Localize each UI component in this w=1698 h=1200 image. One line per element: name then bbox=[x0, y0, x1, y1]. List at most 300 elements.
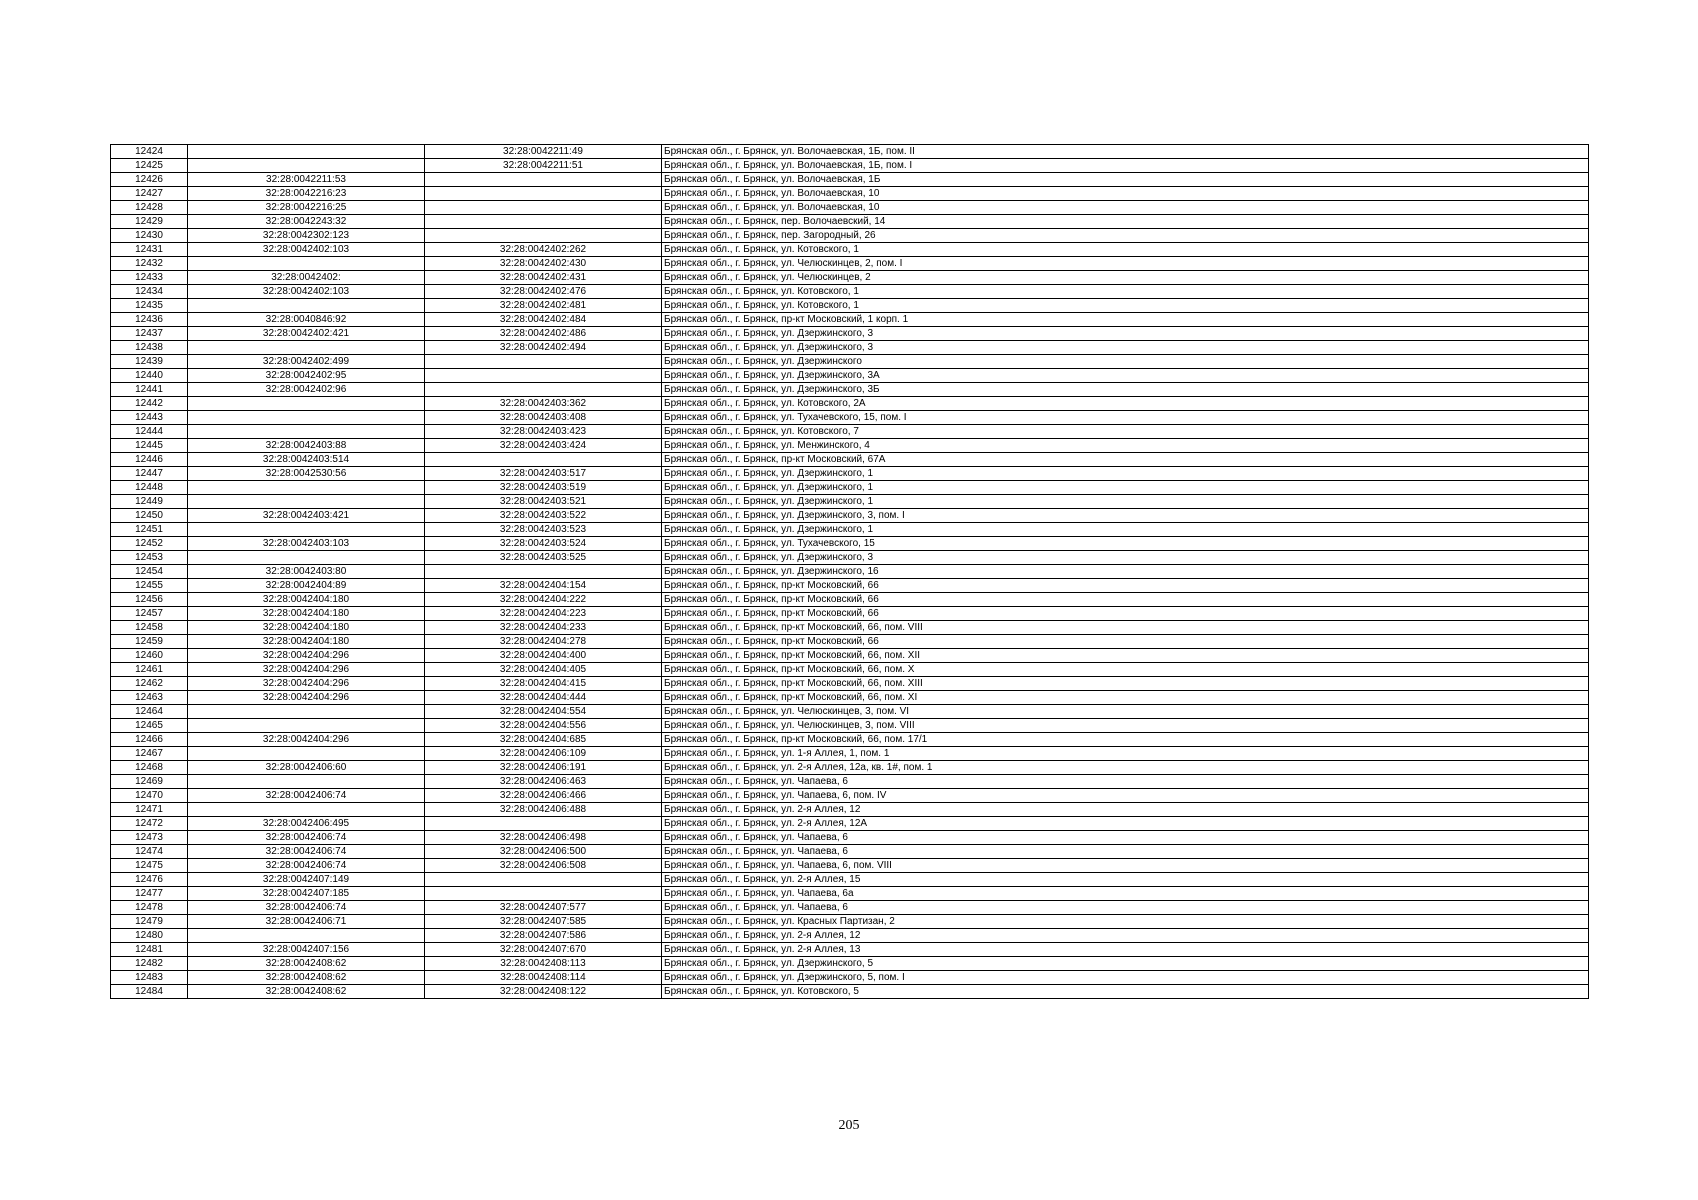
row-number-cell: 12435 bbox=[111, 299, 188, 313]
row-number-cell: 12484 bbox=[111, 985, 188, 999]
object-cadastral-number-cell: 32:28:0042404:444 bbox=[425, 691, 662, 705]
land-cadastral-number-cell bbox=[188, 425, 425, 439]
object-cadastral-number-cell bbox=[425, 187, 662, 201]
object-cadastral-number-cell: 32:28:0042404:685 bbox=[425, 733, 662, 747]
land-cadastral-number-cell: 32:28:0042406:74 bbox=[188, 831, 425, 845]
object-cadastral-number-cell: 32:28:0042403:408 bbox=[425, 411, 662, 425]
address-cell: Брянская обл., г. Брянск, пр-кт Московский, 66 bbox=[662, 635, 1589, 649]
address-cell: Брянская обл., г. Брянск, ул. Дзержинского, 3А bbox=[662, 369, 1589, 383]
table-row bbox=[111, 691, 1589, 705]
address-cell: Брянская обл., г. Брянск, ул. Дзержинского, 1 bbox=[662, 467, 1589, 481]
object-cadastral-number-cell bbox=[425, 369, 662, 383]
object-cadastral-number-cell: 32:28:0042402:476 bbox=[425, 285, 662, 299]
object-cadastral-number-cell: 32:28:0042407:585 bbox=[425, 915, 662, 929]
table-row bbox=[111, 831, 1589, 845]
land-cadastral-number-cell: 32:28:0042404:296 bbox=[188, 733, 425, 747]
registry-table-body bbox=[111, 145, 1589, 999]
row-number-cell: 12482 bbox=[111, 957, 188, 971]
row-number-cell: 12468 bbox=[111, 761, 188, 775]
land-cadastral-number-cell bbox=[188, 257, 425, 271]
row-number-cell: 12466 bbox=[111, 733, 188, 747]
table-row bbox=[111, 579, 1589, 593]
address-cell: Брянская обл., г. Брянск, ул. Дзержинского, 5, пом. I bbox=[662, 971, 1589, 985]
land-cadastral-number-cell: 32:28:0042404:89 bbox=[188, 579, 425, 593]
table-row bbox=[111, 271, 1589, 285]
row-number-cell: 12474 bbox=[111, 845, 188, 859]
row-number-cell: 12440 bbox=[111, 369, 188, 383]
object-cadastral-number-cell: 32:28:0042402:430 bbox=[425, 257, 662, 271]
address-cell: Брянская обл., г. Брянск, пр-кт Московский, 66 bbox=[662, 607, 1589, 621]
address-cell: Брянская обл., г. Брянск, ул. Челюскинцев, 2 bbox=[662, 271, 1589, 285]
object-cadastral-number-cell bbox=[425, 873, 662, 887]
object-cadastral-number-cell: 32:28:0042408:113 bbox=[425, 957, 662, 971]
table-row bbox=[111, 887, 1589, 901]
object-cadastral-number-cell bbox=[425, 453, 662, 467]
row-number-cell: 12450 bbox=[111, 509, 188, 523]
table-row bbox=[111, 607, 1589, 621]
object-cadastral-number-cell: 32:28:0042403:362 bbox=[425, 397, 662, 411]
land-cadastral-number-cell bbox=[188, 145, 425, 159]
row-number-cell: 12433 bbox=[111, 271, 188, 285]
row-number-cell: 12428 bbox=[111, 201, 188, 215]
table-row bbox=[111, 957, 1589, 971]
row-number-cell: 12437 bbox=[111, 327, 188, 341]
table-row bbox=[111, 467, 1589, 481]
table-row bbox=[111, 929, 1589, 943]
table-row bbox=[111, 173, 1589, 187]
land-cadastral-number-cell: 32:28:0042404:296 bbox=[188, 649, 425, 663]
land-cadastral-number-cell: 32:28:0042408:62 bbox=[188, 957, 425, 971]
row-number-cell: 12444 bbox=[111, 425, 188, 439]
row-number-cell: 12472 bbox=[111, 817, 188, 831]
table-row bbox=[111, 159, 1589, 173]
land-cadastral-number-cell bbox=[188, 551, 425, 565]
row-number-cell: 12458 bbox=[111, 621, 188, 635]
object-cadastral-number-cell: 32:28:0042403:522 bbox=[425, 509, 662, 523]
row-number-cell: 12464 bbox=[111, 705, 188, 719]
row-number-cell: 12436 bbox=[111, 313, 188, 327]
object-cadastral-number-cell: 32:28:0042404:154 bbox=[425, 579, 662, 593]
address-cell: Брянская обл., г. Брянск, ул. Котовского, 5 bbox=[662, 985, 1589, 999]
row-number-cell: 12473 bbox=[111, 831, 188, 845]
table-row bbox=[111, 565, 1589, 579]
table-row bbox=[111, 243, 1589, 257]
land-cadastral-number-cell bbox=[188, 397, 425, 411]
object-cadastral-number-cell: 32:28:0042403:523 bbox=[425, 523, 662, 537]
address-cell: Брянская обл., г. Брянск, ул. Волочаевская, 10 bbox=[662, 187, 1589, 201]
address-cell: Брянская обл., г. Брянск, пр-кт Московский, 1 корп. 1 bbox=[662, 313, 1589, 327]
address-cell: Брянская обл., г. Брянск, ул. Дзержинского, 16 bbox=[662, 565, 1589, 579]
land-cadastral-number-cell: 32:28:0042404:296 bbox=[188, 663, 425, 677]
object-cadastral-number-cell: 32:28:0042403:424 bbox=[425, 439, 662, 453]
object-cadastral-number-cell: 32:28:0042406:191 bbox=[425, 761, 662, 775]
object-cadastral-number-cell: 32:28:0042211:49 bbox=[425, 145, 662, 159]
row-number-cell: 12461 bbox=[111, 663, 188, 677]
land-cadastral-number-cell bbox=[188, 411, 425, 425]
row-number-cell: 12478 bbox=[111, 901, 188, 915]
object-cadastral-number-cell: 32:28:0042402:431 bbox=[425, 271, 662, 285]
land-cadastral-number-cell: 32:28:0042407:149 bbox=[188, 873, 425, 887]
object-cadastral-number-cell: 32:28:0042404:278 bbox=[425, 635, 662, 649]
land-cadastral-number-cell bbox=[188, 775, 425, 789]
row-number-cell: 12451 bbox=[111, 523, 188, 537]
address-cell: Брянская обл., г. Брянск, ул. Котовского, 1 bbox=[662, 285, 1589, 299]
land-cadastral-number-cell: 32:28:0042402:421 bbox=[188, 327, 425, 341]
table-row bbox=[111, 411, 1589, 425]
table-row bbox=[111, 383, 1589, 397]
row-number-cell: 12467 bbox=[111, 747, 188, 761]
row-number-cell: 12462 bbox=[111, 677, 188, 691]
land-cadastral-number-cell bbox=[188, 747, 425, 761]
row-number-cell: 12477 bbox=[111, 887, 188, 901]
land-cadastral-number-cell: 32:28:0042402:103 bbox=[188, 285, 425, 299]
object-cadastral-number-cell: 32:28:0042404:222 bbox=[425, 593, 662, 607]
land-cadastral-number-cell bbox=[188, 523, 425, 537]
table-row bbox=[111, 719, 1589, 733]
object-cadastral-number-cell bbox=[425, 383, 662, 397]
address-cell: Брянская обл., г. Брянск, ул. Менжинского, 4 bbox=[662, 439, 1589, 453]
row-number-cell: 12465 bbox=[111, 719, 188, 733]
row-number-cell: 12452 bbox=[111, 537, 188, 551]
table-row bbox=[111, 943, 1589, 957]
land-cadastral-number-cell: 32:28:0042404:180 bbox=[188, 593, 425, 607]
object-cadastral-number-cell: 32:28:0042406:109 bbox=[425, 747, 662, 761]
address-cell: Брянская обл., г. Брянск, ул. Котовского, 2А bbox=[662, 397, 1589, 411]
address-cell: Брянская обл., г. Брянск, пер. Загородный, 26 bbox=[662, 229, 1589, 243]
object-cadastral-number-cell: 32:28:0042403:517 bbox=[425, 467, 662, 481]
address-cell: Брянская обл., г. Брянск, пр-кт Московский, 66, пом. 17/1 bbox=[662, 733, 1589, 747]
land-cadastral-number-cell: 32:28:0042404:296 bbox=[188, 677, 425, 691]
land-cadastral-number-cell bbox=[188, 495, 425, 509]
table-row bbox=[111, 705, 1589, 719]
object-cadastral-number-cell: 32:28:0042407:577 bbox=[425, 901, 662, 915]
address-cell: Брянская обл., г. Брянск, ул. Челюскинцев, 3, пом. VI bbox=[662, 705, 1589, 719]
address-cell: Брянская обл., г. Брянск, ул. 2-я Аллея, 15 bbox=[662, 873, 1589, 887]
table-row bbox=[111, 537, 1589, 551]
table-row bbox=[111, 845, 1589, 859]
land-cadastral-number-cell: 32:28:0042406:495 bbox=[188, 817, 425, 831]
land-cadastral-number-cell bbox=[188, 719, 425, 733]
object-cadastral-number-cell: 32:28:0042406:508 bbox=[425, 859, 662, 873]
land-cadastral-number-cell: 32:28:0042404:180 bbox=[188, 635, 425, 649]
table-row bbox=[111, 915, 1589, 929]
address-cell: Брянская обл., г. Брянск, пер. Волочаевский, 14 bbox=[662, 215, 1589, 229]
row-number-cell: 12471 bbox=[111, 803, 188, 817]
row-number-cell: 12424 bbox=[111, 145, 188, 159]
row-number-cell: 12441 bbox=[111, 383, 188, 397]
address-cell: Брянская обл., г. Брянск, ул. 1-я Аллея, 1, пом. 1 bbox=[662, 747, 1589, 761]
land-cadastral-number-cell bbox=[188, 803, 425, 817]
table-row bbox=[111, 733, 1589, 747]
row-number-cell: 12463 bbox=[111, 691, 188, 705]
land-cadastral-number-cell: 32:28:0042243:32 bbox=[188, 215, 425, 229]
object-cadastral-number-cell: 32:28:0042403:521 bbox=[425, 495, 662, 509]
row-number-cell: 12449 bbox=[111, 495, 188, 509]
row-number-cell: 12447 bbox=[111, 467, 188, 481]
address-cell: Брянская обл., г. Брянск, ул. Дзержинского, 3 bbox=[662, 551, 1589, 565]
land-cadastral-number-cell: 32:28:0042406:74 bbox=[188, 789, 425, 803]
address-cell: Брянская обл., г. Брянск, ул. Челюскинцев, 2, пом. I bbox=[662, 257, 1589, 271]
address-cell: Брянская обл., г. Брянск, ул. Волочаевская, 10 bbox=[662, 201, 1589, 215]
object-cadastral-number-cell: 32:28:0042404:223 bbox=[425, 607, 662, 621]
table-row bbox=[111, 341, 1589, 355]
land-cadastral-number-cell: 32:28:0042408:62 bbox=[188, 971, 425, 985]
address-cell: Брянская обл., г. Брянск, ул. Дзержинского, 3 bbox=[662, 327, 1589, 341]
table-row bbox=[111, 425, 1589, 439]
object-cadastral-number-cell: 32:28:0042404:554 bbox=[425, 705, 662, 719]
row-number-cell: 12429 bbox=[111, 215, 188, 229]
row-number-cell: 12442 bbox=[111, 397, 188, 411]
table-row bbox=[111, 747, 1589, 761]
address-cell: Брянская обл., г. Брянск, ул. Тухачевского, 15 bbox=[662, 537, 1589, 551]
row-number-cell: 12430 bbox=[111, 229, 188, 243]
object-cadastral-number-cell bbox=[425, 173, 662, 187]
object-cadastral-number-cell: 32:28:0042406:463 bbox=[425, 775, 662, 789]
object-cadastral-number-cell: 32:28:0042403:525 bbox=[425, 551, 662, 565]
row-number-cell: 12457 bbox=[111, 607, 188, 621]
table-row bbox=[111, 663, 1589, 677]
address-cell: Брянская обл., г. Брянск, пр-кт Московский, 67А bbox=[662, 453, 1589, 467]
land-cadastral-number-cell: 32:28:0042216:23 bbox=[188, 187, 425, 201]
land-cadastral-number-cell: 32:28:0042408:62 bbox=[188, 985, 425, 999]
table-row bbox=[111, 873, 1589, 887]
address-cell: Брянская обл., г. Брянск, пр-кт Московский, 66, пом. VIII bbox=[662, 621, 1589, 635]
land-cadastral-number-cell: 32:28:0042406:71 bbox=[188, 915, 425, 929]
address-cell: Брянская обл., г. Брянск, пр-кт Московский, 66 bbox=[662, 579, 1589, 593]
land-cadastral-number-cell: 32:28:0042402:499 bbox=[188, 355, 425, 369]
address-cell: Брянская обл., г. Брянск, ул. Дзержинского, 5 bbox=[662, 957, 1589, 971]
row-number-cell: 12456 bbox=[111, 593, 188, 607]
row-number-cell: 12459 bbox=[111, 635, 188, 649]
object-cadastral-number-cell: 32:28:0042402:262 bbox=[425, 243, 662, 257]
row-number-cell: 12483 bbox=[111, 971, 188, 985]
table-row bbox=[111, 985, 1589, 999]
address-cell: Брянская обл., г. Брянск, пр-кт Московский, 66, пом. XI bbox=[662, 691, 1589, 705]
row-number-cell: 12427 bbox=[111, 187, 188, 201]
table-row bbox=[111, 775, 1589, 789]
row-number-cell: 12438 bbox=[111, 341, 188, 355]
land-cadastral-number-cell bbox=[188, 481, 425, 495]
row-number-cell: 12455 bbox=[111, 579, 188, 593]
object-cadastral-number-cell: 32:28:0042403:423 bbox=[425, 425, 662, 439]
address-cell: Брянская обл., г. Брянск, пр-кт Московский, 66, пом. XII bbox=[662, 649, 1589, 663]
row-number-cell: 12480 bbox=[111, 929, 188, 943]
page-number: 205 bbox=[838, 1118, 860, 1133]
address-cell: Брянская обл., г. Брянск, ул. 2-я Аллея, 12 bbox=[662, 803, 1589, 817]
land-cadastral-number-cell: 32:28:0042404:180 bbox=[188, 607, 425, 621]
address-cell: Брянская обл., г. Брянск, ул. Волочаевская, 1Б, пом. I bbox=[662, 159, 1589, 173]
table-row bbox=[111, 761, 1589, 775]
object-cadastral-number-cell: 32:28:0042406:488 bbox=[425, 803, 662, 817]
land-cadastral-number-cell bbox=[188, 159, 425, 173]
address-cell: Брянская обл., г. Брянск, ул. Котовского, 1 bbox=[662, 243, 1589, 257]
land-cadastral-number-cell bbox=[188, 341, 425, 355]
object-cadastral-number-cell: 32:28:0042402:484 bbox=[425, 313, 662, 327]
land-cadastral-number-cell: 32:28:0042216:25 bbox=[188, 201, 425, 215]
row-number-cell: 12439 bbox=[111, 355, 188, 369]
row-number-cell: 12431 bbox=[111, 243, 188, 257]
row-number-cell: 12481 bbox=[111, 943, 188, 957]
object-cadastral-number-cell: 32:28:0042404:400 bbox=[425, 649, 662, 663]
land-cadastral-number-cell: 32:28:0042406:60 bbox=[188, 761, 425, 775]
object-cadastral-number-cell: 32:28:0042403:524 bbox=[425, 537, 662, 551]
land-cadastral-number-cell: 32:28:0042403:88 bbox=[188, 439, 425, 453]
land-cadastral-number-cell: 32:28:0042402:95 bbox=[188, 369, 425, 383]
land-cadastral-number-cell: 32:28:0042406:74 bbox=[188, 901, 425, 915]
table-row bbox=[111, 285, 1589, 299]
object-cadastral-number-cell: 32:28:0042402:494 bbox=[425, 341, 662, 355]
address-cell: Брянская обл., г. Брянск, ул. Волочаевская, 1Б bbox=[662, 173, 1589, 187]
land-cadastral-number-cell: 32:28:0042404:296 bbox=[188, 691, 425, 705]
row-number-cell: 12470 bbox=[111, 789, 188, 803]
land-cadastral-number-cell: 32:28:0042302:123 bbox=[188, 229, 425, 243]
land-cadastral-number-cell: 32:28:0042402: bbox=[188, 271, 425, 285]
land-cadastral-number-cell: 32:28:0042407:156 bbox=[188, 943, 425, 957]
table-row bbox=[111, 593, 1589, 607]
address-cell: Брянская обл., г. Брянск, ул. 2-я Аллея, 12а, кв. 1#, пом. 1 bbox=[662, 761, 1589, 775]
row-number-cell: 12475 bbox=[111, 859, 188, 873]
land-cadastral-number-cell: 32:28:0042403:514 bbox=[188, 453, 425, 467]
land-cadastral-number-cell: 32:28:0042407:185 bbox=[188, 887, 425, 901]
object-cadastral-number-cell bbox=[425, 817, 662, 831]
table-row bbox=[111, 327, 1589, 341]
row-number-cell: 12446 bbox=[111, 453, 188, 467]
address-cell: Брянская обл., г. Брянск, ул. Дзержинского, 1 bbox=[662, 481, 1589, 495]
row-number-cell: 12469 bbox=[111, 775, 188, 789]
property-registry-table bbox=[110, 144, 1589, 999]
table-row bbox=[111, 369, 1589, 383]
object-cadastral-number-cell: 32:28:0042402:481 bbox=[425, 299, 662, 313]
table-row bbox=[111, 201, 1589, 215]
table-row bbox=[111, 621, 1589, 635]
address-cell: Брянская обл., г. Брянск, ул. Красных Партизан, 2 bbox=[662, 915, 1589, 929]
address-cell: Брянская обл., г. Брянск, ул. Волочаевская, 1Б, пом. II bbox=[662, 145, 1589, 159]
table-row bbox=[111, 313, 1589, 327]
row-number-cell: 12448 bbox=[111, 481, 188, 495]
object-cadastral-number-cell: 32:28:0042408:122 bbox=[425, 985, 662, 999]
table-row bbox=[111, 551, 1589, 565]
land-cadastral-number-cell bbox=[188, 299, 425, 313]
land-cadastral-number-cell bbox=[188, 705, 425, 719]
land-cadastral-number-cell: 32:28:0042402:96 bbox=[188, 383, 425, 397]
address-cell: Брянская обл., г. Брянск, пр-кт Московский, 66, пом. XIII bbox=[662, 677, 1589, 691]
address-cell: Брянская обл., г. Брянск, ул. Чапаева, 6, пом. VIII bbox=[662, 859, 1589, 873]
table-row bbox=[111, 971, 1589, 985]
table-row bbox=[111, 453, 1589, 467]
row-number-cell: 12425 bbox=[111, 159, 188, 173]
object-cadastral-number-cell: 32:28:0042407:670 bbox=[425, 943, 662, 957]
table-row bbox=[111, 187, 1589, 201]
table-row bbox=[111, 803, 1589, 817]
address-cell: Брянская обл., г. Брянск, ул. Котовского, 1 bbox=[662, 299, 1589, 313]
land-cadastral-number-cell: 32:28:0042211:53 bbox=[188, 173, 425, 187]
row-number-cell: 12453 bbox=[111, 551, 188, 565]
object-cadastral-number-cell: 32:28:0042406:498 bbox=[425, 831, 662, 845]
table-row bbox=[111, 145, 1589, 159]
land-cadastral-number-cell: 32:28:0042402:103 bbox=[188, 243, 425, 257]
row-number-cell: 12445 bbox=[111, 439, 188, 453]
table-row bbox=[111, 859, 1589, 873]
land-cadastral-number-cell: 32:28:0042406:74 bbox=[188, 845, 425, 859]
object-cadastral-number-cell bbox=[425, 229, 662, 243]
row-number-cell: 12479 bbox=[111, 915, 188, 929]
table-row bbox=[111, 635, 1589, 649]
address-cell: Брянская обл., г. Брянск, ул. Чапаева, 6, пом. IV bbox=[662, 789, 1589, 803]
land-cadastral-number-cell: 32:28:0042404:180 bbox=[188, 621, 425, 635]
table-row bbox=[111, 355, 1589, 369]
address-cell: Брянская обл., г. Брянск, ул. 2-я Аллея, 12 bbox=[662, 929, 1589, 943]
object-cadastral-number-cell: 32:28:0042404:233 bbox=[425, 621, 662, 635]
address-cell: Брянская обл., г. Брянск, ул. Дзержинского, 1 bbox=[662, 495, 1589, 509]
table-row bbox=[111, 789, 1589, 803]
table-row bbox=[111, 523, 1589, 537]
object-cadastral-number-cell: 32:28:0042406:500 bbox=[425, 845, 662, 859]
address-cell: Брянская обл., г. Брянск, пр-кт Московский, 66 bbox=[662, 593, 1589, 607]
object-cadastral-number-cell bbox=[425, 565, 662, 579]
land-cadastral-number-cell: 32:28:0042406:74 bbox=[188, 859, 425, 873]
address-cell: Брянская обл., г. Брянск, ул. Дзержинского, 3 bbox=[662, 341, 1589, 355]
row-number-cell: 12426 bbox=[111, 173, 188, 187]
land-cadastral-number-cell: 32:28:0042403:103 bbox=[188, 537, 425, 551]
table-row bbox=[111, 215, 1589, 229]
address-cell: Брянская обл., г. Брянск, ул. Чапаева, 6 bbox=[662, 901, 1589, 915]
address-cell: Брянская обл., г. Брянск, ул. 2-я Аллея, 13 bbox=[662, 943, 1589, 957]
address-cell: Брянская обл., г. Брянск, ул. Дзержинского, 1 bbox=[662, 523, 1589, 537]
address-cell: Брянская обл., г. Брянск, пр-кт Московский, 66, пом. X bbox=[662, 663, 1589, 677]
table-row bbox=[111, 439, 1589, 453]
address-cell: Брянская обл., г. Брянск, ул. Чапаева, 6 bbox=[662, 845, 1589, 859]
address-cell: Брянская обл., г. Брянск, ул. Тухачевского, 15, пом. I bbox=[662, 411, 1589, 425]
table-row bbox=[111, 481, 1589, 495]
table-row bbox=[111, 901, 1589, 915]
address-cell: Брянская обл., г. Брянск, ул. Чапаева, 6а bbox=[662, 887, 1589, 901]
address-cell: Брянская обл., г. Брянск, ул. 2-я Аллея, 12А bbox=[662, 817, 1589, 831]
address-cell: Брянская обл., г. Брянск, ул. Челюскинцев, 3, пом. VIII bbox=[662, 719, 1589, 733]
row-number-cell: 12432 bbox=[111, 257, 188, 271]
object-cadastral-number-cell: 32:28:0042408:114 bbox=[425, 971, 662, 985]
land-cadastral-number-cell: 32:28:0042403:421 bbox=[188, 509, 425, 523]
object-cadastral-number-cell bbox=[425, 201, 662, 215]
address-cell: Брянская обл., г. Брянск, ул. Чапаева, 6 bbox=[662, 831, 1589, 845]
table-row bbox=[111, 817, 1589, 831]
table-row bbox=[111, 397, 1589, 411]
address-cell: Брянская обл., г. Брянск, ул. Котовского, 7 bbox=[662, 425, 1589, 439]
table-row bbox=[111, 649, 1589, 663]
object-cadastral-number-cell bbox=[425, 215, 662, 229]
land-cadastral-number-cell bbox=[188, 929, 425, 943]
address-cell: Брянская обл., г. Брянск, ул. Чапаева, 6 bbox=[662, 775, 1589, 789]
land-cadastral-number-cell: 32:28:0040846:92 bbox=[188, 313, 425, 327]
land-cadastral-number-cell: 32:28:0042403:80 bbox=[188, 565, 425, 579]
row-number-cell: 12443 bbox=[111, 411, 188, 425]
table-row bbox=[111, 677, 1589, 691]
table-row bbox=[111, 509, 1589, 523]
object-cadastral-number-cell bbox=[425, 887, 662, 901]
row-number-cell: 12434 bbox=[111, 285, 188, 299]
table-row bbox=[111, 495, 1589, 509]
land-cadastral-number-cell: 32:28:0042530:56 bbox=[188, 467, 425, 481]
object-cadastral-number-cell: 32:28:0042402:486 bbox=[425, 327, 662, 341]
row-number-cell: 12454 bbox=[111, 565, 188, 579]
object-cadastral-number-cell: 32:28:0042406:466 bbox=[425, 789, 662, 803]
table-row bbox=[111, 229, 1589, 243]
object-cadastral-number-cell bbox=[425, 355, 662, 369]
row-number-cell: 12476 bbox=[111, 873, 188, 887]
address-cell: Брянская обл., г. Брянск, ул. Дзержинского, 3, пом. I bbox=[662, 509, 1589, 523]
object-cadastral-number-cell: 32:28:0042404:556 bbox=[425, 719, 662, 733]
table-row bbox=[111, 257, 1589, 271]
object-cadastral-number-cell: 32:28:0042211:51 bbox=[425, 159, 662, 173]
